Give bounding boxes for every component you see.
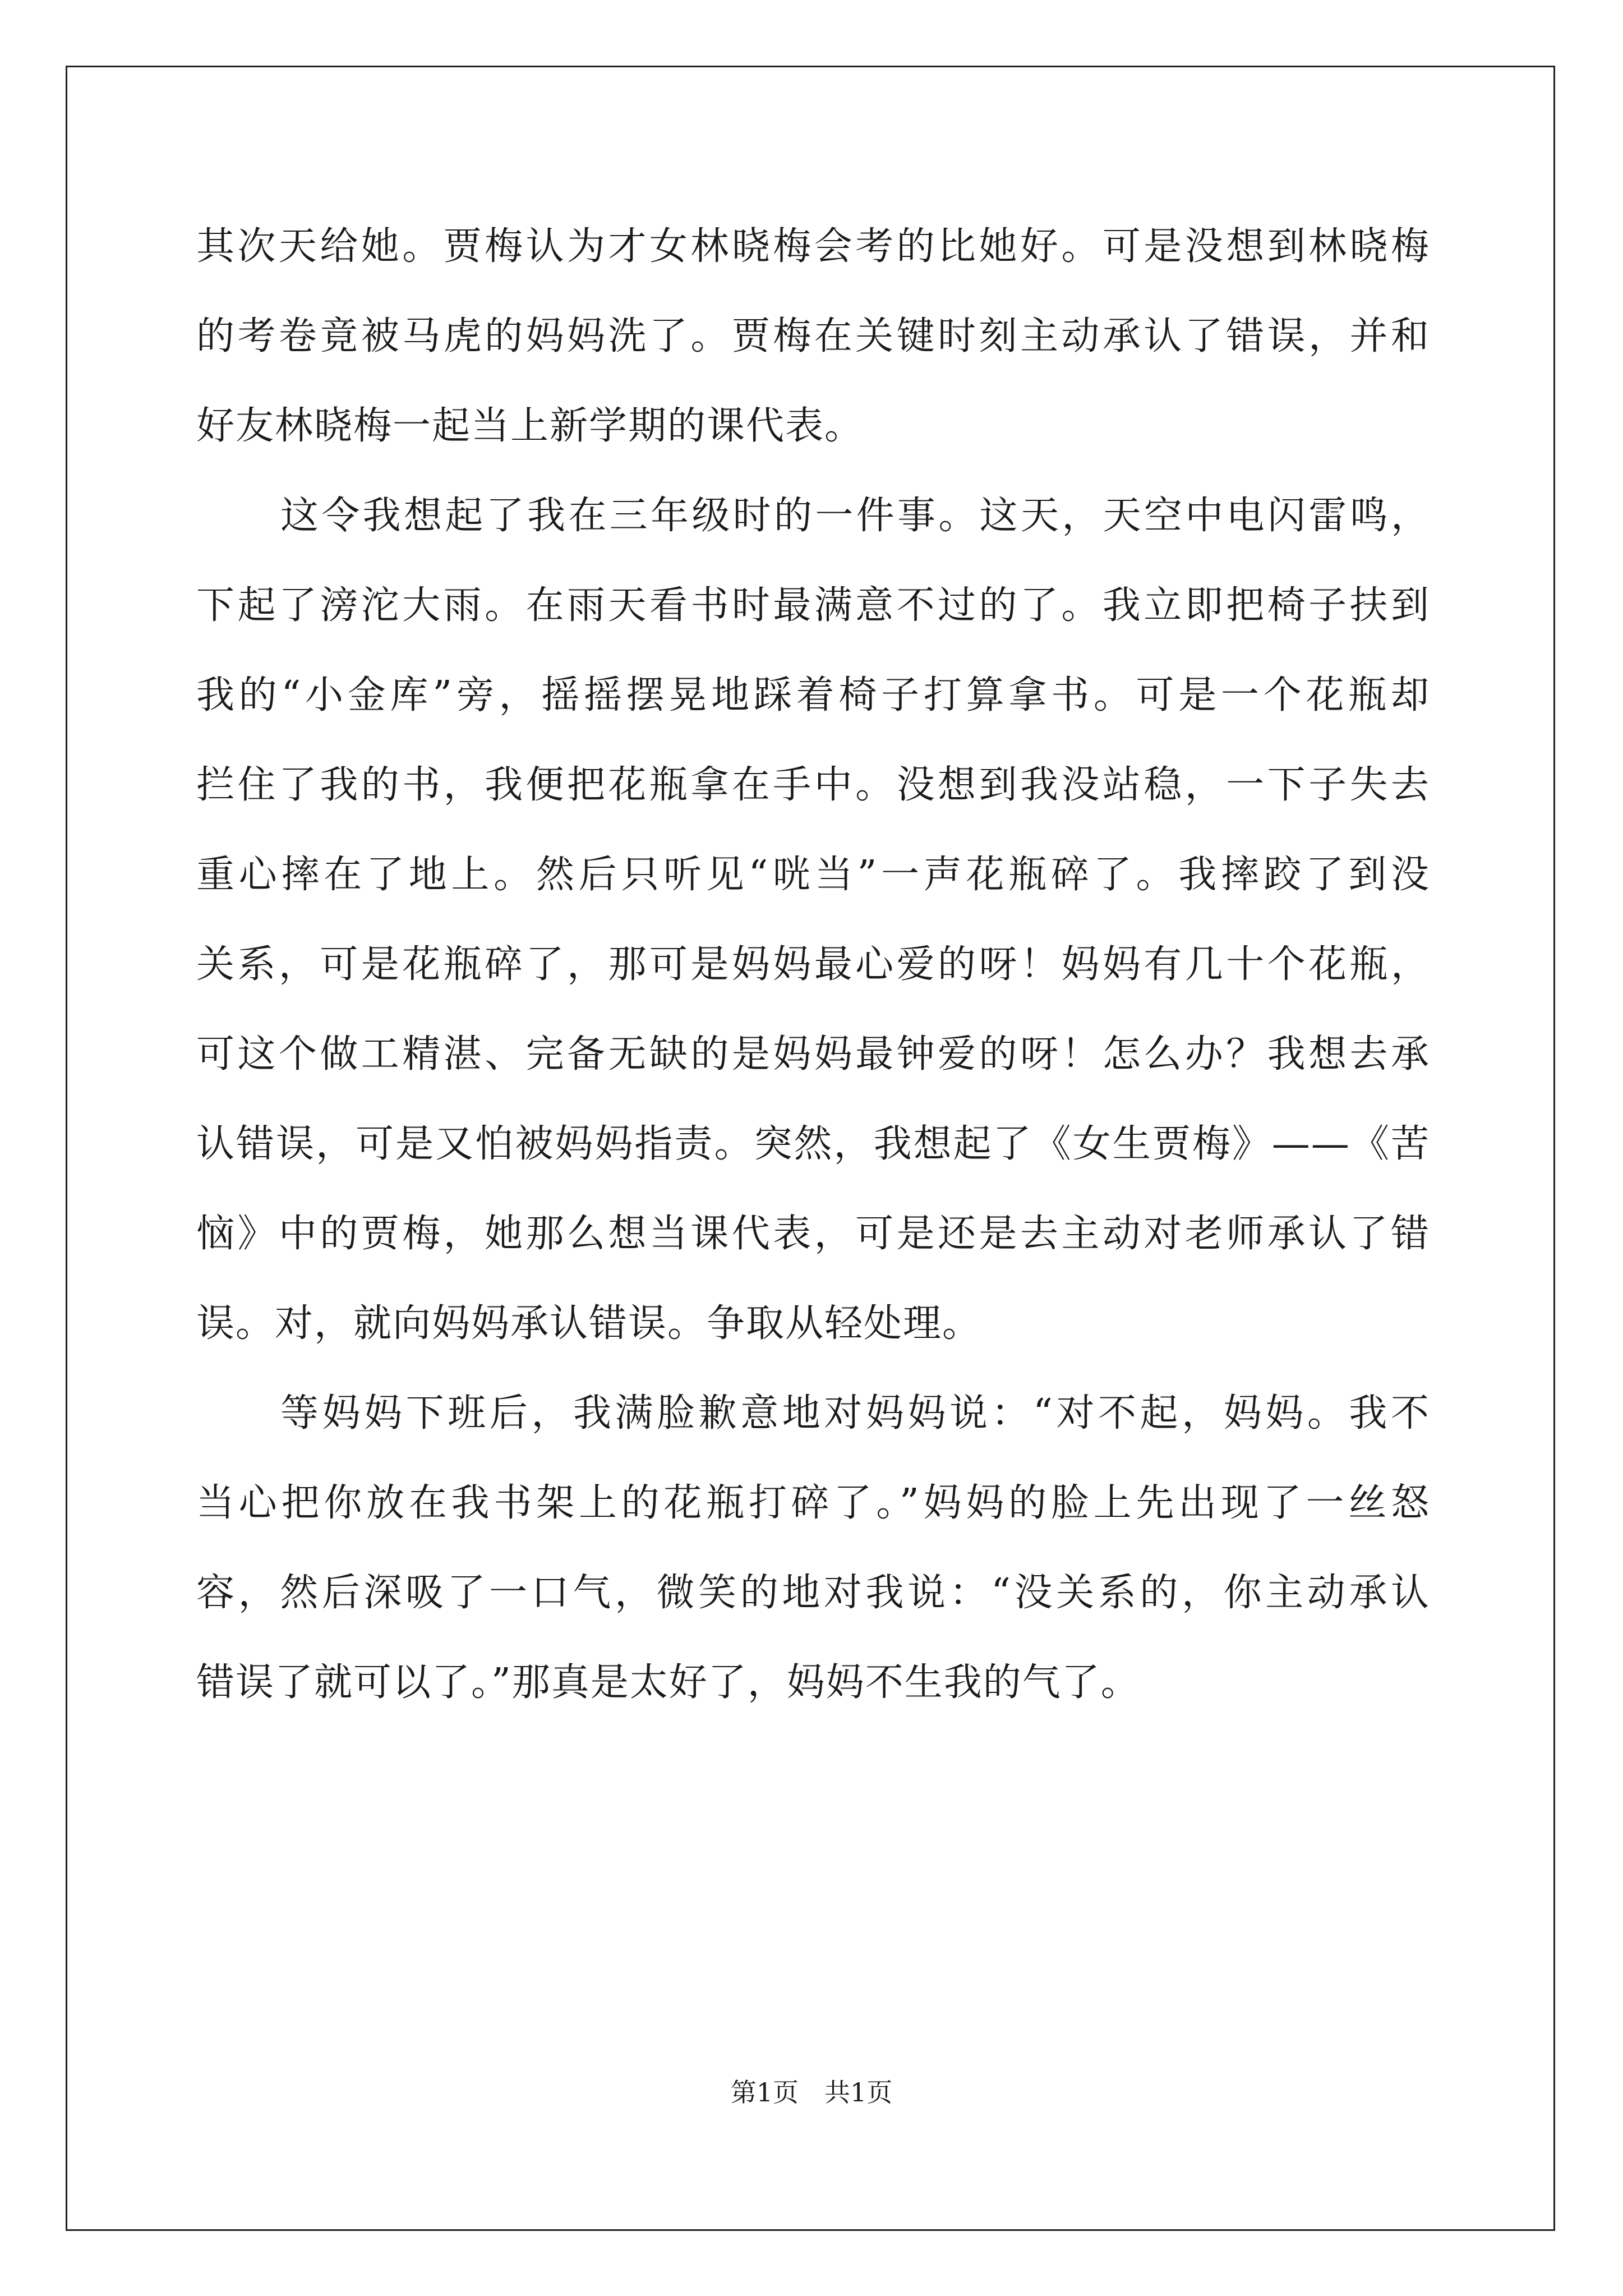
text-line: 重心摔在了地上。然后只听见“咣当”一声花瓶碎了。我摔跤了到没 bbox=[196, 853, 1430, 897]
text-line: 的考卷竟被马虎的妈妈洗了。贾梅在关键时刻主动承认了错误，并和 bbox=[196, 314, 1430, 358]
paragraph-first-line: 这令我想起了我在三年级时的一件事。这天，天空中电闪雷鸣， bbox=[280, 494, 1430, 538]
page-number-footer: 第1页 共1页 bbox=[730, 2077, 893, 2108]
text-line: 误。对，就向妈妈承认错误。争取从轻处理。 bbox=[196, 1301, 982, 1346]
document-body bbox=[196, 202, 1430, 1728]
text-line: 好友林晓梅一起当上新学期的课代表。 bbox=[196, 404, 864, 448]
text-line: 认错误，可是又怕被妈妈指责。突然，我想起了《女生贾梅》——《苦 bbox=[196, 1122, 1430, 1166]
text-line: 关系，可是花瓶碎了，那可是妈妈最心爱的呀！妈妈有几十个花瓶， bbox=[196, 942, 1430, 987]
text-line: 容，然后深吸了一口气，微笑的地对我说：“没关系的，你主动承认 bbox=[196, 1571, 1430, 1615]
text-line: 下起了滂沱大雨。在雨天看书时最满意不过的了。我立即把椅子扶到 bbox=[196, 583, 1430, 628]
text-line: 拦住了我的书，我便把花瓶拿在手中。没想到我没站稳，一下子失去 bbox=[196, 763, 1430, 807]
text-line: 我的“小金库”旁，摇摇摆晃地踩着椅子打算拿书。可是一个花瓶却 bbox=[196, 673, 1430, 717]
paragraph-first-line: 等妈妈下班后，我满脸歉意地对妈妈说：“对不起，妈妈。我不 bbox=[280, 1391, 1431, 1435]
text-line: 当心把你放在我书架上的花瓶打碎了。”妈妈的脸上先出现了一丝怒 bbox=[196, 1481, 1430, 1525]
text-line: 恼》中的贾梅，她那么想当课代表，可是还是去主动对老师承认了错 bbox=[196, 1212, 1430, 1256]
text-line: 错误了就可以了。”那真是太好了，妈妈不生我的气了。 bbox=[196, 1660, 1140, 1705]
text-line: 其次天给她。贾梅认为才女林晓梅会考的比她好。可是没想到林晓梅 bbox=[196, 224, 1430, 269]
text-line: 可这个做工精湛、完备无缺的是妈妈最钟爱的呀！怎么办？我想去承 bbox=[196, 1032, 1430, 1076]
